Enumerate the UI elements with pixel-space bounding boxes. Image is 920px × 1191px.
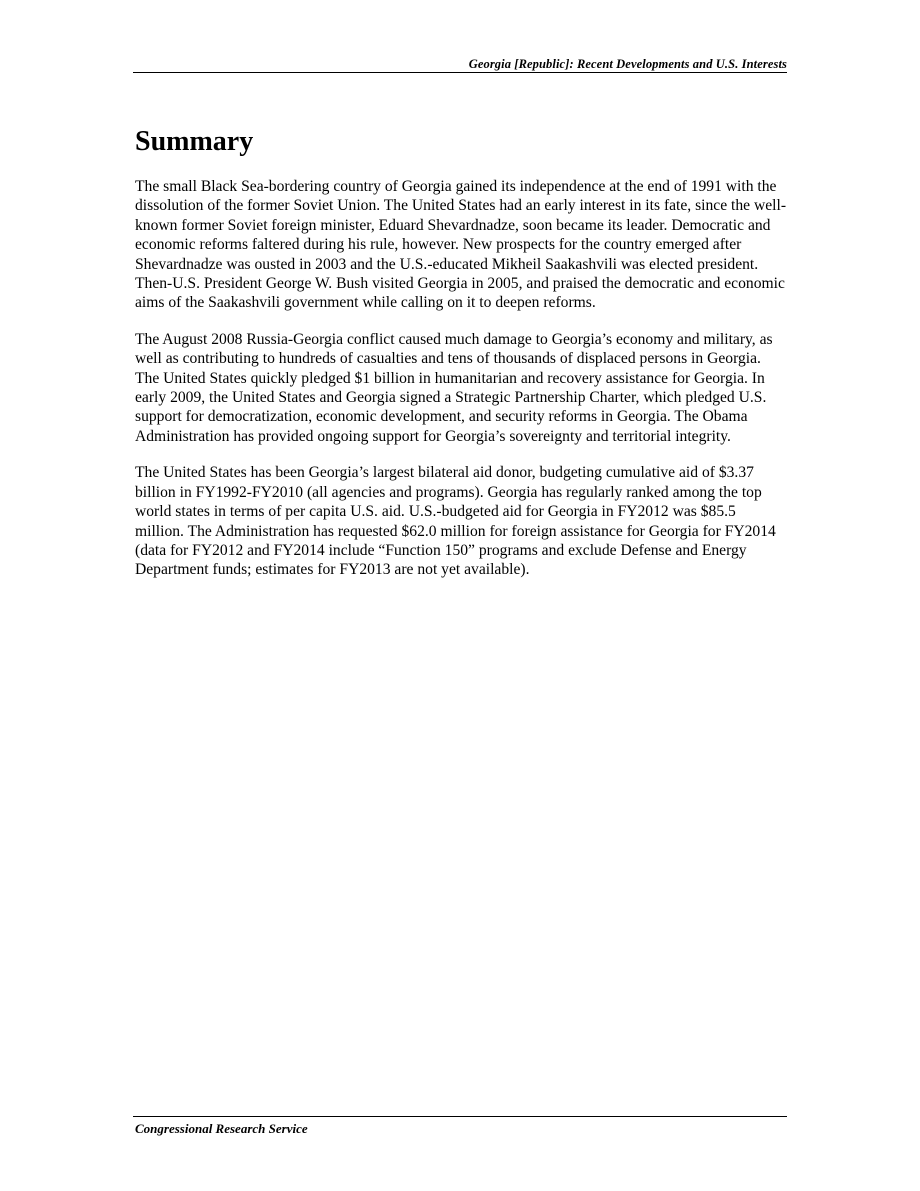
paragraph-independence: The small Black Sea-bordering country of Georgia gained its independence at the end of 1991 with the dissolution of the former Soviet Union. The United States had an early interest in its fate, since the well-known former Soviet foreign minister, Eduard Shevardnadze, soon became its leader. Democratic and economic reforms faltered during his rule, however. New prospects for the country emerged after Shevardnadze was ousted in 2003 and the U.S.-educated Mikheil Saakashvili was elected president. Then-U.S. President George W. Bush visited Georgia in 2005, and praised the democratic and economic aims of the Saakashvili government while calling on it to deepen reforms. — [135, 178, 787, 312]
section-title: Summary — [135, 126, 254, 157]
running-header: Georgia [Republic]: Recent Developments and U.S. Interests — [468, 57, 787, 71]
footer-rule — [133, 1116, 787, 1117]
header-rule — [133, 72, 787, 73]
paragraph-us-aid: The United States has been Georgia’s largest bilateral aid donor, budgeting cumulative aid of $3.37 billion in FY1992-FY2010 (all agencies and programs). Georgia has regularly ranked among the top world states in terms of per capita U.S. aid. U.S.-budgeted aid for Georgia in FY2012 was $85.5 million. The Administration has requested $62.0 million for foreign assistance for Georgia for FY2014 (data for FY2012 and FY2014 include “Function 150” programs and exclude Defense and Energy Department funds; estimates for FY2013 are not yet available). — [135, 464, 776, 579]
summary-body — [135, 177, 787, 597]
paragraph-2008-conflict: The August 2008 Russia-Georgia conflict caused much damage to Georgia’s economy and military, as well as contributing to hundreds of casualties and tens of thousands of displaced persons in Georgia. The United States quickly pledged $1 billion in humanitarian and recovery assistance for Georgia. In early 2009, the United States and Georgia signed a Strategic Partnership Charter, which pledged U.S. support for democratization, economic development, and security reforms in Georgia. The Obama Administration has provided ongoing support for Georgia’s sovereignty and territorial integrity. — [135, 330, 773, 445]
running-footer: Congressional Research Service — [135, 1121, 308, 1136]
